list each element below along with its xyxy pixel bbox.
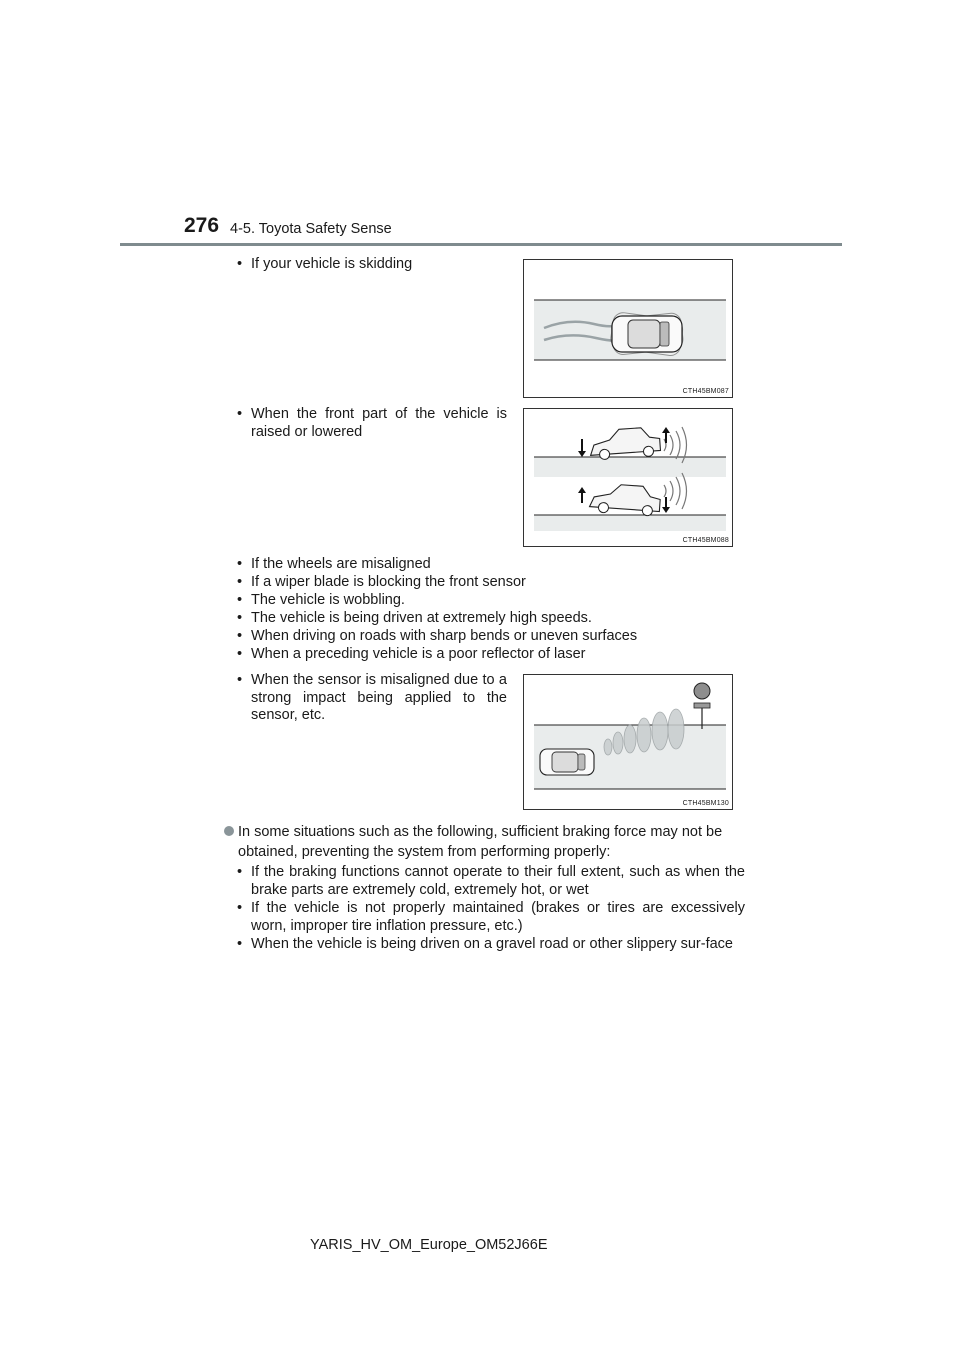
bullet-skidding bbox=[237, 256, 507, 274]
braking-item bbox=[237, 936, 745, 954]
list-item bbox=[237, 574, 526, 590]
section-title: 4-5. Toyota Safety Sense bbox=[230, 221, 392, 237]
list-item-text: If the wheels are misaligned bbox=[251, 556, 431, 572]
bullet-marker: • bbox=[237, 628, 243, 644]
bullet-marker: • bbox=[237, 646, 243, 662]
list-item bbox=[237, 592, 405, 608]
bullet-raised-lowered bbox=[237, 406, 507, 441]
figure-code: CTH45BM088 bbox=[682, 537, 729, 544]
bullet-marker: • bbox=[237, 574, 243, 590]
list-item-text: The vehicle is wobbling. bbox=[251, 592, 405, 608]
bullet-text: When the front part of the vehicle is raised or lowered bbox=[251, 406, 507, 440]
bullet-text: When the sensor is misaligned due to a strong impact being applied to the sensor, etc. bbox=[251, 672, 507, 723]
list-item-text: When a preceding vehicle is a poor reflector of laser bbox=[251, 646, 586, 662]
braking-note bbox=[224, 822, 749, 862]
document-id: YARIS_HV_OM_Europe_OM52J66E bbox=[310, 1237, 548, 1253]
braking-item bbox=[237, 900, 745, 935]
bullet-marker: • bbox=[237, 556, 243, 572]
braking-item-text: When the vehicle is being driven on a gravel road or other slippery sur-face bbox=[251, 936, 733, 952]
circle-bullet-icon bbox=[224, 826, 234, 836]
list-item-text: The vehicle is being driven at extremely high speeds. bbox=[251, 610, 592, 626]
bullet-marker: • bbox=[237, 900, 243, 916]
figure-sensor-misaligned bbox=[523, 674, 733, 810]
bullet-marker: • bbox=[237, 610, 243, 626]
braking-intro: In some situations such as the following, sufficient braking force may not be obtained, preventing the system from performing properly: bbox=[238, 824, 723, 860]
figure-code: CTH45BM087 bbox=[682, 388, 729, 395]
bullet-marker: • bbox=[237, 672, 243, 688]
list-item bbox=[237, 646, 585, 662]
braking-item-text: If the braking functions cannot operate to their full extent, such as when the brake parts are extremely cold, extremely hot, or wet bbox=[251, 864, 745, 898]
figure-code: CTH45BM130 bbox=[682, 800, 729, 807]
skidding-car-illustration bbox=[524, 260, 732, 397]
sensor-misaligned-illustration bbox=[524, 675, 732, 809]
figure-skidding bbox=[523, 259, 733, 398]
raised-lowered-car-illustration bbox=[524, 409, 732, 546]
bullet-marker: • bbox=[237, 936, 243, 952]
bullet-marker: • bbox=[237, 864, 243, 880]
braking-item-text: If the vehicle is not properly maintained (brakes or tires are excessively worn, improper tire inflation pressure, etc.) bbox=[251, 900, 745, 934]
bullet-marker: • bbox=[237, 406, 243, 422]
header-divider bbox=[120, 243, 842, 246]
figure-raised-lowered bbox=[523, 408, 733, 547]
page-number: 276 bbox=[184, 214, 220, 237]
list-item-text: If a wiper blade is blocking the front sensor bbox=[251, 574, 526, 590]
bullet-marker: • bbox=[237, 592, 243, 608]
list-item-text: When driving on roads with sharp bends or uneven surfaces bbox=[251, 628, 638, 644]
bullet-text: If your vehicle is skidding bbox=[251, 256, 413, 272]
braking-item bbox=[237, 864, 745, 899]
bullet-marker: • bbox=[237, 256, 243, 272]
list-item bbox=[237, 628, 637, 644]
list-item bbox=[237, 610, 592, 626]
list-item bbox=[237, 556, 431, 572]
bullet-sensor-misaligned bbox=[237, 672, 507, 725]
